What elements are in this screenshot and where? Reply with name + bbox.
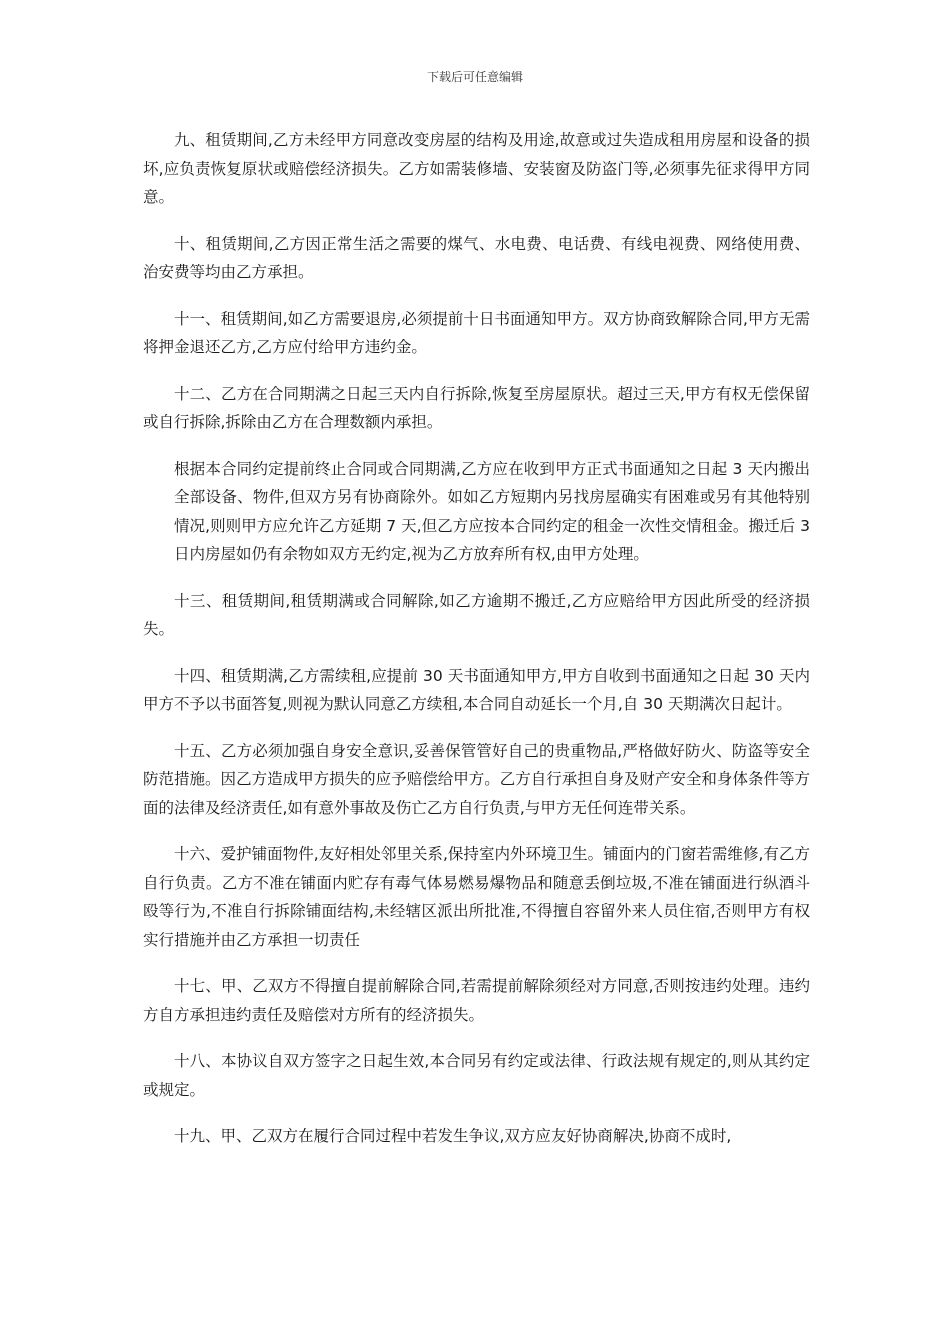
page-header: 下载后可任意编辑 [426,70,523,84]
clause-13: 十三、租赁期间,租赁期满或合同解除,如乙方逾期不搬迁,乙方应赔给甲方因此所受的经济损失。 [143,591,810,638]
clause-15: 十五、乙方必须加强自身安全意识,妥善保管管好自己的贵重物品,严格做好防火、防盗等安全防范措施。因乙方造成甲方损失的应予赔偿给甲方。乙方自行承担自身及财产安全和身体条件等方面的法律及经济责任,如有意外事故及伤亡乙方自行负责,与甲方无任何连带关系。 [143,741,810,817]
clause-12: 十二、乙方在合同期满之日起三天内自行拆除,恢复至房屋原状。超过三天,甲方有权无偿保留或自行拆除,拆除由乙方在合理数额内承担。 [143,384,810,431]
clause-11: 十一、租赁期间,如乙方需要退房,必须提前十日书面通知甲方。双方协商致解除合同,甲方无需将押金退还乙方,乙方应付给甲方违约金。 [143,309,810,356]
document-body [143,126,810,1169]
clause-9: 九、租赁期间,乙方未经甲方同意改变房屋的结构及用途,故意或过失造成租用房屋和设备的损坏,应负责恢复原状或赔偿经济损失。乙方如需装修墙、安装窗及防盗门等,必须事先征求得甲方同意。 [143,131,810,206]
clause-19: 十九、甲、乙双方在履行合同过程中若发生争议,双方应友好协商解决,协商不成时, [174,1127,732,1145]
clause-10: 十、租赁期间,乙方因正常生活之需要的煤气、水电费、电话费、有线电视费、网络使用费、治安费等均由乙方承担。 [143,234,810,281]
clause-12-supplement: 根据本合同约定提前终止合同或合同期满,乙方应在收到甲方正式书面通知之日起 3 天内搬出全部设备、物件,但双方另有协商除外。如如乙方短期内另找房屋确实有困难或另有其他特别情况,则则甲方应允许乙方延期 7 天,但乙方应按本合同约定的租金一次性交情租金。搬迁后 3 日内房屋如仍有余物如双方无约定,视为乙方放弃所有权,由甲方处理。 [174,459,810,563]
clause-14: 十四、租赁期满,乙方需续租,应提前 30 天书面通知甲方,甲方自收到书面通知之日起 30 天内甲方不予以书面答复,则视为默认同意乙方续租,本合同自动延长一个月,自 30 天期满次日起计。 [143,666,810,713]
clause-16: 十六、爱护铺面物件,友好相处邻里关系,保持室内外环境卫生。铺面内的门窗若需维修,有乙方自行负责。乙方不准在铺面内贮存有毒气体易燃易爆物品和随意丢倒垃圾,不准在铺面进行纵酒斗殴等行为,不准自行拆除铺面结构,未经辖区派出所批准,不得擅自容留外来人员住宿,否则甲方有权实行措施并由乙方承担一切责任 [143,845,810,949]
clause-17: 十七、甲、乙双方不得擅自提前解除合同,若需提前解除须经对方同意,否则按违约处理。违约方自方承担违约责任及赔偿对方所有的经济损失。 [143,977,810,1024]
clause-18: 十八、本协议自双方签字之日起生效,本合同另有约定或法律、行政法规有规定的,则从其约定或规定。 [143,1052,810,1099]
